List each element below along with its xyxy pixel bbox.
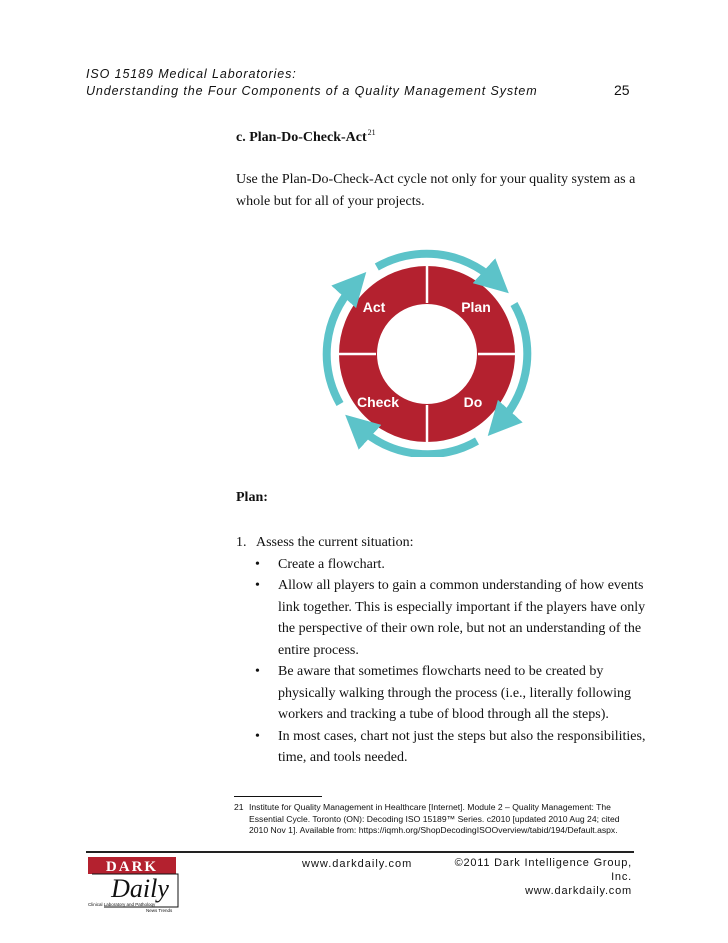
bullet-list <box>236 554 646 769</box>
logo-svg <box>86 855 186 913</box>
plan-list <box>236 532 646 769</box>
footnote-text: Institute for Quality Management in Healthcare [Internet]. Module 2 – Quality Management: The Essential Cycle. Toronto (ON): Decoding ISO 15189™ Series. c2010 [updated 2010 Aug 24; cited 2010 Nov 1]. Available from: https://iqmh.org/ShopDecodingISOOverview/tabid/194/Default.aspx. <box>249 802 620 835</box>
list-item-1 <box>236 532 646 554</box>
pdca-svg <box>318 247 536 457</box>
copyright-url[interactable]: www.darkdaily.com <box>525 885 632 897</box>
bullet-dot: • <box>255 578 260 593</box>
bullet-item <box>236 661 646 726</box>
footnote <box>234 802 634 837</box>
bullet-dot: • <box>255 664 260 679</box>
footer-divider <box>86 851 634 853</box>
logo-tagline-2: News Trends <box>146 908 173 913</box>
pdca-cycle-diagram <box>318 247 536 457</box>
bullet-text: Be aware that sometimes flowcharts need to be created by physically walking through the process (i.e., literally following workers and tracking a tube of blood through all the steps). <box>278 664 632 722</box>
footer-copyright <box>442 856 632 898</box>
list-item-text: Assess the current situation: <box>256 535 414 550</box>
header-line-2: Understanding the Four Components of a Quality Management System <box>86 84 538 98</box>
label-act: Act <box>362 299 386 315</box>
dark-daily-logo <box>86 855 186 913</box>
intro-paragraph: Use the Plan-Do-Check-Act cycle not only for your quality system as a whole but for all of your projects. <box>236 172 636 209</box>
label-plan: Plan <box>461 299 491 315</box>
label-check: Check <box>356 394 400 410</box>
section-title-text: c. Plan-Do-Check-Act <box>236 130 367 145</box>
running-header <box>86 66 538 100</box>
bullet-dot: • <box>255 556 260 572</box>
footnote-number: 21 <box>234 802 244 812</box>
list-item-number: 1. <box>236 535 247 550</box>
bullet-text: In most cases, chart not just the steps but also the responsibilities, time, and tools needed. <box>278 728 646 765</box>
bullet-text: Allow all players to gain a common understanding of how events link together. This is especially important if the players have only the perspective of their own role, but not an understanding of the entire process. <box>278 578 646 658</box>
bullet-text: Create a flowchart. <box>278 556 385 572</box>
logo-word-dark: DARK <box>105 859 159 875</box>
footer-url[interactable]: www.darkdaily.com <box>302 858 413 870</box>
logo-word-daily: Daily <box>111 874 169 903</box>
copyright-text: ©2011 Dark Intelligence Group, Inc. <box>454 857 632 883</box>
footnote-divider <box>234 796 322 797</box>
plan-heading: Plan: <box>236 490 268 505</box>
bullet-dot: • <box>255 728 260 744</box>
footnote-ref: 21 <box>367 128 376 137</box>
section-title <box>236 128 376 146</box>
label-do: Do <box>463 394 483 410</box>
header-line-1: ISO 15189 Medical Laboratories: <box>86 67 297 81</box>
page-number: 25 <box>614 82 630 98</box>
logo-tagline: Clinical Laboratory and Pathology <box>88 902 156 907</box>
bullet-item <box>236 726 646 769</box>
bullet-item <box>236 554 646 576</box>
bullet-item <box>236 575 646 661</box>
